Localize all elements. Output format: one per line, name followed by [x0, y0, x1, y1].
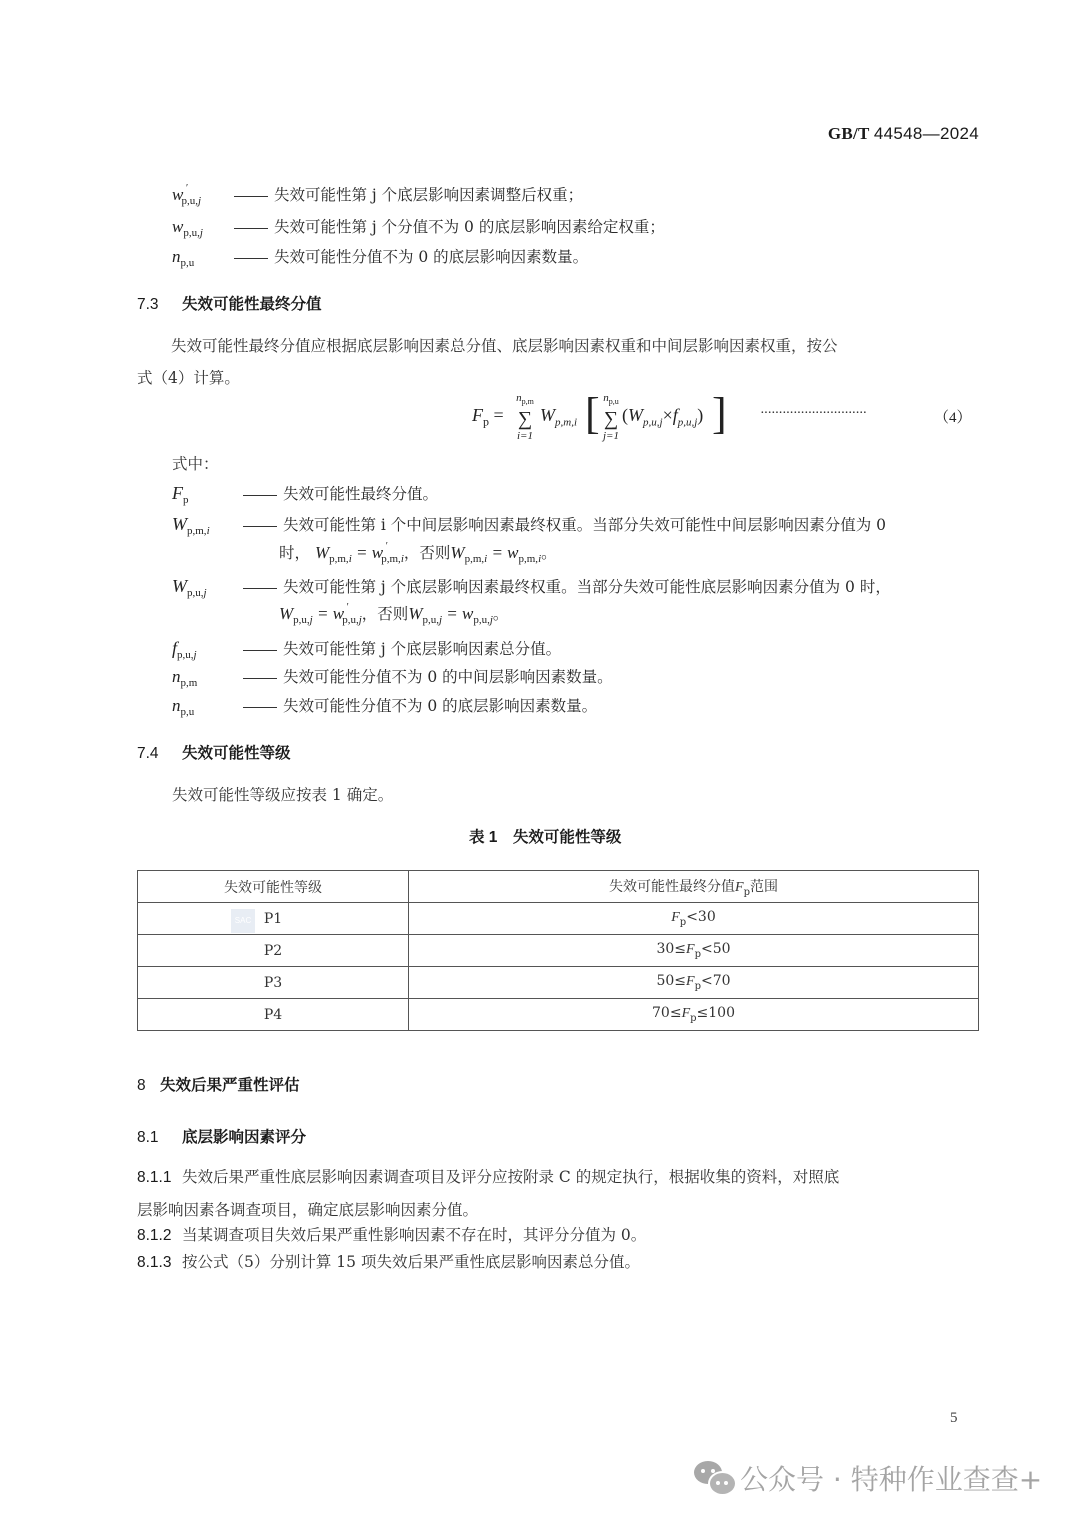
- table-caption: 表 1 失效可能性等级: [469, 829, 622, 846]
- def-text: 失效可能性分值不为 0 的底层影响因素数量。: [273, 248, 589, 266]
- def-row-adjusted-weight: [172, 185, 583, 211]
- standard-prefix: GB/T: [827, 124, 870, 143]
- def-row-npu: $n_{p,u}$ 失效可能性分值不为 0 的底层影响因素数量。: [172, 696, 598, 718]
- watermark-text: 公众号 · 特种作业查查+: [740, 1463, 1043, 1496]
- paragraph-7-3: 失效可能性最终分值应根据底层影响因素总分值、底层影响因素权重和中间层影响因素权重，按公 式（4）计算。: [137, 337, 838, 387]
- em-dash: [234, 258, 268, 259]
- standard-code: [828, 124, 979, 144]
- sac-logo-icon: SAC: [231, 909, 255, 933]
- def-row-npm: $n_{p,m}$ 失效可能性分值不为 0 的中间层影响因素数量。: [172, 667, 613, 689]
- table-header-row: [138, 871, 979, 903]
- formula-4: $F_p$ = $n_{p,m}$ ∑ i=1 $W_{p,m,i}$ [ $n_{p,u}$ ∑ j=1 $(W_{p,u,j}\times f_{p,u,j})$ ] ····························· （4）: [472, 389, 972, 443]
- def-text: 失效可能性第 j 个底层影响因素调整后权重；: [273, 186, 584, 204]
- wechat-icon: [694, 1461, 734, 1495]
- def-symbol: $n_{p,u}$: [172, 247, 195, 269]
- watermark: [694, 1458, 1042, 1498]
- table-row: SAC P1 $F_p<30$: [138, 903, 979, 935]
- clause-8-1-1: 8.1.1 失效后果严重性底层影响因素调查项目及评分应按附录 C 的规定执行，根据收集的资料，对照底 层影响因素各调查项目，确定底层影响因素分值。: [137, 1168, 840, 1219]
- section-heading-7-4: 7.4 失效可能性等级: [137, 745, 291, 762]
- section-heading-7-3: 7.3 失效可能性最终分值: [137, 296, 322, 313]
- section-heading-8-1: 8.1 底层影响因素评分: [137, 1129, 307, 1146]
- dot-leader: ·····························: [760, 406, 867, 421]
- em-dash: [234, 228, 268, 229]
- def-row-given-weight: [172, 217, 665, 243]
- em-dash: [234, 196, 268, 197]
- def-row-Wpuj: $W_{p,u,j}$ 失效可能性第 j 个底层影响因素最终权重。当部分失效可能性底层影响因素分值为 0 时，: [172, 576, 891, 599]
- paragraph-7-4: 失效可能性等级应按表 1 确定。: [172, 786, 394, 804]
- table-row: P3 $50\le F_p<70$: [138, 967, 979, 999]
- def-row-Wpmi-cont: 时， $W_{p,m,i} = w$ ′$_{p,m,i}$，否则$W_{p,m,i} = w_{p,m,i}$。: [279, 541, 557, 565]
- def-row-Wpuj-cont: $W_{p,u,j} = w$ ′$_{p,u,j}$，否则$W_{p,u,j} = w_{p,u,j}$。: [279, 602, 509, 626]
- def-row-Wpmi: $W_{p,m,i}$ 失效可能性第 i 个中间层影响因素最终权重。当部分失效可能性中间层影响因素分值为 0: [172, 514, 887, 537]
- clause-8-1-3: 8.1.3 按公式（5）分别计算 15 项失效后果严重性底层影响因素总分值。: [137, 1253, 640, 1271]
- table-failure-likelihood-levels: [137, 870, 979, 1031]
- def-symbol: $w_{p,u,j}$: [172, 217, 203, 239]
- where-label: 式中：: [172, 455, 219, 473]
- table-row: P2 $30\le F_p<50$: [138, 935, 979, 967]
- formula-number: （4）: [934, 410, 972, 426]
- def-text: 失效可能性第 j 个分值不为 0 的底层影响因素给定权重；: [273, 218, 665, 236]
- page-number: 5: [950, 1410, 958, 1426]
- def-row-count: [172, 247, 588, 273]
- table-header-level: 失效可能性等级: [138, 871, 409, 903]
- def-row-fpuj: $f_{p,u,j}$ 失效可能性第 j 个底层影响因素总分值。: [172, 638, 562, 661]
- table-row: P4 $70\le F_p\le 100$: [138, 999, 979, 1031]
- standard-number: 44548—2024: [873, 124, 979, 143]
- def-symbol: w ′$_{p,u,j}$: [172, 183, 202, 207]
- table-header-range: 失效可能性最终分值$F_p$范围: [409, 871, 979, 903]
- clause-8-1-2: 8.1.2 当某调查项目失效后果严重性影响因素不存在时，其评分分值为 0。: [137, 1226, 647, 1244]
- section-heading-8: 8 失效后果严重性评估: [137, 1077, 300, 1094]
- def-row-Fp: $F_p$ 失效可能性最终分值。: [172, 483, 438, 506]
